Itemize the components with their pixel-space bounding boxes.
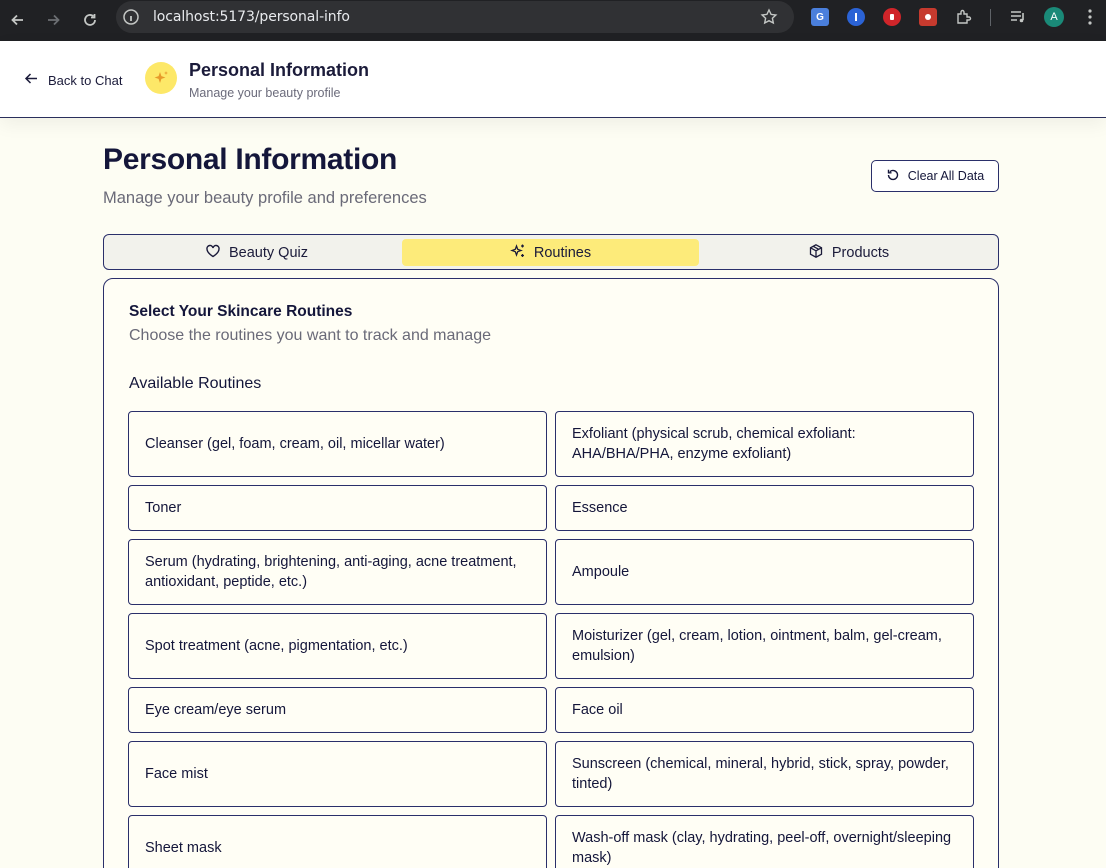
tab-beauty-quiz-label: Beauty Quiz: [229, 244, 308, 261]
extensions-puzzle-icon[interactable]: [955, 8, 973, 26]
routine-option-wash-off-mask[interactable]: Wash-off mask (clay, hydrating, peel-off, overnight/sleeping mask): [555, 815, 974, 868]
page-subtitle: Manage your beauty profile and preferences: [103, 189, 427, 207]
translate-extension-icon[interactable]: G: [811, 8, 829, 26]
routine-option-sunscreen[interactable]: Sunscreen (chemical, mineral, hybrid, stick, spray, powder, tinted): [555, 741, 974, 807]
package-icon: [808, 243, 824, 263]
arrow-left-icon: [24, 71, 39, 89]
clear-all-data-label: Clear All Data: [907, 169, 985, 183]
routine-option-serum[interactable]: Serum (hydrating, brightening, anti-aging, acne treatment, antioxidant, peptide, etc.): [128, 539, 547, 605]
routine-option-face-oil[interactable]: Face oil: [555, 687, 974, 733]
password-extension-icon[interactable]: [847, 8, 865, 26]
reload-icon[interactable]: [77, 7, 103, 33]
page-title: Personal Information: [103, 143, 398, 176]
tab-routines[interactable]: [402, 239, 699, 266]
header-title: Personal Information: [189, 60, 370, 80]
tab-routines-label: Routines: [533, 244, 592, 261]
rotate-ccw-icon: [886, 168, 900, 185]
routine-option-spot-treatment[interactable]: Spot treatment (acne, pigmentation, etc.): [128, 613, 547, 679]
back-to-chat-link[interactable]: [24, 71, 122, 89]
profile-tabs: [103, 234, 999, 270]
media-control-icon[interactable]: [1009, 8, 1027, 26]
card-subtitle: Choose the routines you want to track and manage: [129, 327, 491, 344]
routine-option-face-mist[interactable]: Face mist: [128, 741, 547, 807]
routine-option-exfoliant[interactable]: Exfoliant (physical scrub, chemical exfoliant: AHA/BHA/PHA, enzyme exfoliant): [555, 411, 974, 477]
routine-option-toner[interactable]: Toner: [128, 485, 547, 531]
routine-option-cleanser[interactable]: Cleanser (gel, foam, cream, oil, micellar water): [128, 411, 547, 477]
routine-option-ampoule[interactable]: Ampoule: [555, 539, 974, 605]
sparkles-logo-icon: [145, 62, 177, 94]
back-to-chat-label: Back to Chat: [48, 72, 123, 88]
routine-option-moisturizer[interactable]: Moisturizer (gel, cream, lotion, ointment, balm, gel-cream, emulsion): [555, 613, 974, 679]
tab-beauty-quiz[interactable]: [108, 239, 405, 266]
routine-option-essence[interactable]: Essence: [555, 485, 974, 531]
bug-extension-icon[interactable]: [919, 8, 937, 26]
url-text[interactable]: localhost:5173/personal-info: [153, 9, 350, 25]
routine-option-eye-cream[interactable]: Eye cream/eye serum: [128, 687, 547, 733]
card-title: Select Your Skincare Routines: [129, 303, 353, 320]
available-routines-heading: Available Routines: [129, 375, 262, 392]
routines-card: [103, 278, 999, 868]
bookmark-star-icon[interactable]: [758, 6, 780, 28]
app-header: [0, 41, 1106, 118]
adblock-extension-icon[interactable]: [883, 8, 901, 26]
browser-toolbar: [0, 0, 1106, 41]
tab-products-label: Products: [831, 244, 890, 261]
browser-menu-icon[interactable]: [1080, 7, 1100, 27]
back-arrow-icon[interactable]: [5, 7, 31, 33]
tab-products[interactable]: [700, 239, 997, 266]
clear-all-data-button[interactable]: [871, 160, 999, 192]
site-info-icon[interactable]: [120, 6, 142, 28]
heart-icon: [205, 243, 221, 263]
routine-option-sheet-mask[interactable]: Sheet mask: [128, 815, 547, 868]
forward-arrow-icon[interactable]: [40, 7, 66, 33]
header-subtitle: Manage your beauty profile: [189, 86, 341, 100]
sparkles-icon: [510, 243, 526, 263]
toolbar-separator: [990, 9, 991, 26]
profile-avatar[interactable]: A: [1044, 7, 1064, 27]
